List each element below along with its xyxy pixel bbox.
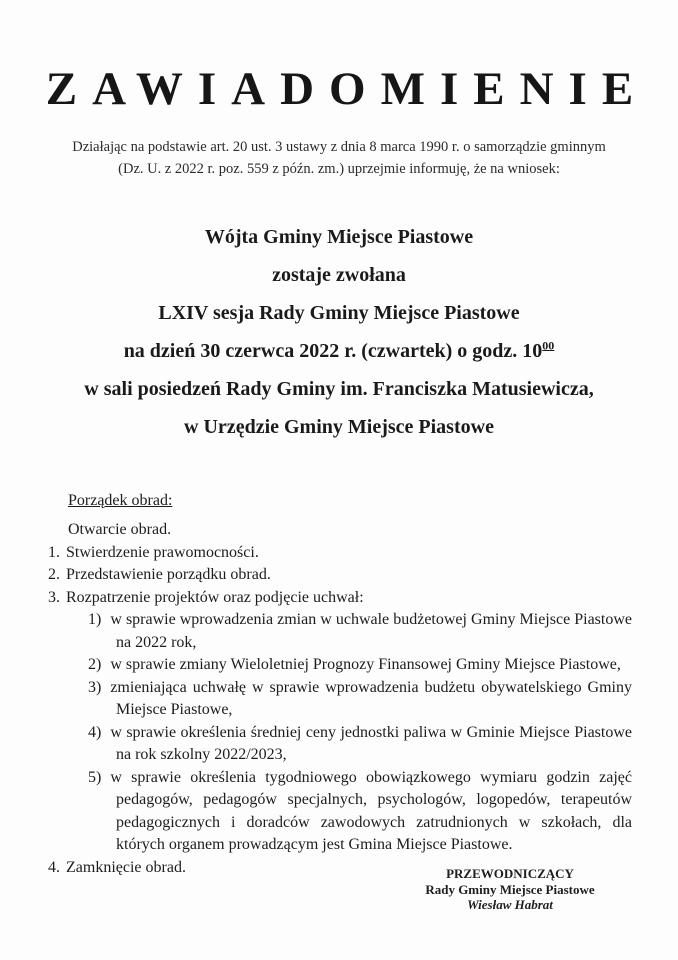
agenda-subitem-4 xyxy=(88,722,632,767)
agenda-item-2 xyxy=(48,564,632,587)
agenda-subitem-5-number: 5) xyxy=(88,768,102,786)
agenda-item-1-number: 1. xyxy=(48,543,60,561)
summons-session-name: LXIV sesja Rady Gminy Miejsce Piastowe xyxy=(158,301,520,324)
agenda-item-1 xyxy=(48,542,632,565)
agenda-subitems xyxy=(88,609,632,857)
agenda-item-1-text: Stwierdzenie prawomocności. xyxy=(66,543,259,561)
legal-basis-paragraph xyxy=(0,136,678,180)
agenda-section xyxy=(48,490,632,880)
agenda-item-3 xyxy=(48,587,632,610)
document-title: ZAWIADOMIENIE xyxy=(45,63,649,115)
summons-requester: Wójta Gminy Miejsce Piastowe xyxy=(204,225,474,248)
agenda-heading: Porządek obrad: xyxy=(68,491,173,509)
summons-time-superscript: 00 xyxy=(542,338,555,353)
legal-basis-line-2: (Dz. U. z 2022 r. poz. 559 z późn. zm.) uprzejmie informuję, że na wniosek: xyxy=(118,160,560,177)
summons-date-time-text: na dzień 30 czerwca 2022 r. (czwartek) o godz. 10 xyxy=(123,339,543,362)
agenda-subitem-3-number: 3) xyxy=(88,678,102,696)
summons-action: zostaje zwołana xyxy=(272,263,406,286)
agenda-subitem-3-text: zmieniająca uchwałę w sprawie wprowadzenia budżetu obywatelskiego Gminy Miejsce Piastowe, xyxy=(110,678,632,719)
summons-date-time xyxy=(0,332,678,370)
agenda-subitem-1-text: w sprawie wprowadzenia zmian w uchwale budżetowej Gminy Miejsce Piastowe na 2022 rok, xyxy=(110,611,632,651)
agenda-item-3-number: 3. xyxy=(48,588,60,606)
agenda-subitem-1-number: 1) xyxy=(88,611,102,629)
signatory-name: Wiesław Habrat xyxy=(467,897,553,912)
agenda-item-2-text: Przedstawienie porządku obrad. xyxy=(66,566,271,584)
agenda-subitem-1 xyxy=(88,609,632,654)
agenda-subitem-4-text: w sprawie określenia średniej ceny jednostki paliwa w Gminie Miejsce Piastowe na rok szkolny 2022/2023, xyxy=(110,723,632,764)
signatory-title: PRZEWODNICZĄCY xyxy=(446,866,574,881)
agenda-subitem-4-number: 4) xyxy=(88,723,102,741)
agenda-subitem-2-text: w sprawie zmiany Wieloletniej Prognozy Finansowej Gminy Miejsce Piastowe, xyxy=(110,656,621,674)
signatory-organization: Rady Gminy Miejsce Piastowe xyxy=(425,881,595,897)
agenda-subitem-2-number: 2) xyxy=(88,656,102,674)
summons-venue-office: w Urzędzie Gminy Miejsce Piastowe xyxy=(184,415,494,438)
agenda-item-closing-number: 4. xyxy=(48,858,60,876)
agenda-subitem-5 xyxy=(88,767,632,857)
agenda-item-2-number: 2. xyxy=(48,566,60,584)
agenda-subitem-5-text: w sprawie określenia tygodniowego obowiązkowego wymiaru godzin zajęć pedagogów, pedagogów specjalnych, psychologów, logopedów, terapeutów pedagogicznych i doradców zawodowych zatrudnionych w szkołach, dla których organem prowadzącym jest Gmina Miejsce Piastowe. xyxy=(110,768,632,854)
agenda-subitem-2 xyxy=(88,654,632,677)
agenda-item-closing-text: Zamknięcie obrad. xyxy=(66,858,186,876)
summons-venue-room: w sali posiedzeń Rady Gminy im. Franciszka Matusiewicza, xyxy=(84,377,594,400)
legal-basis-line-1: Działając na podstawie art. 20 ust. 3 ustawy z dnia 8 marca 1990 r. o samorządzie gminnym xyxy=(72,138,606,155)
agenda-item-3-text: Rozpatrzenie projektów oraz podjęcie uchwał: xyxy=(66,588,364,606)
signature-block xyxy=(378,866,642,913)
agenda-subitem-3 xyxy=(88,677,632,722)
agenda-opening-item: Otwarcie obrad. xyxy=(68,521,172,539)
session-summons-block xyxy=(0,218,678,446)
